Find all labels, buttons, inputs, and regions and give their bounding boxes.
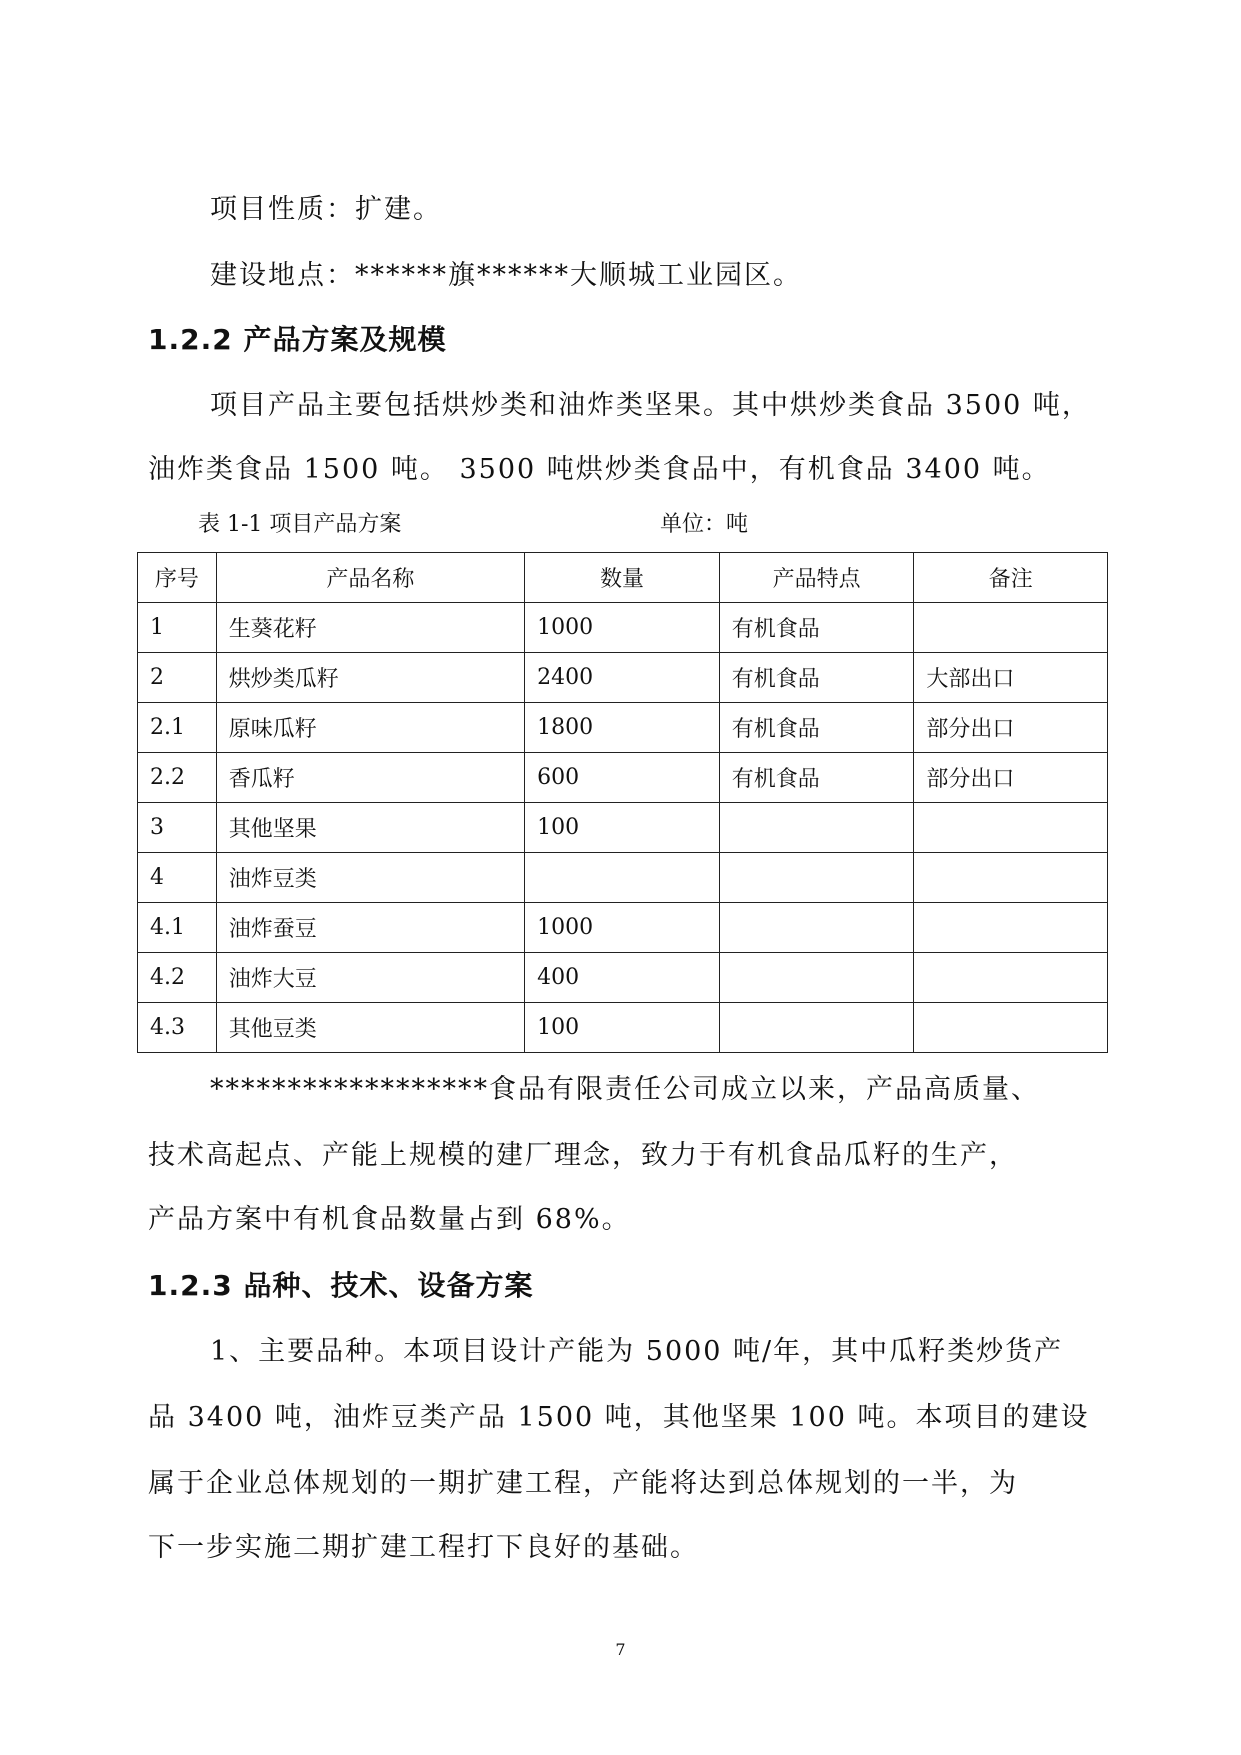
project-location-line: 建设地点：******旗******大顺城工业园区。 — [210, 260, 802, 291]
table-header-row — [138, 553, 1108, 603]
cell-remark: 大部出口 — [914, 653, 1108, 703]
table-unit: 单位：吨 — [660, 512, 749, 537]
cell-feature — [719, 953, 914, 1003]
cell-product-name: 油炸大豆 — [216, 953, 524, 1003]
table-row — [138, 653, 1108, 703]
cell-remark — [914, 953, 1108, 1003]
cell-product-name: 香瓜籽 — [216, 753, 524, 803]
header-cell-quantity: 数量 — [525, 553, 720, 603]
cell-quantity: 1000 — [525, 903, 720, 953]
cell-remark: 部分出口 — [914, 753, 1108, 803]
cell-quantity: 600 — [525, 753, 720, 803]
cell-remark — [914, 853, 1108, 903]
cell-feature — [719, 853, 914, 903]
cell-feature: 有机食品 — [719, 703, 914, 753]
cell-remark — [914, 803, 1108, 853]
cell-quantity: 100 — [525, 1003, 720, 1053]
page-number: 7 — [615, 1640, 626, 1659]
cell-index: 2 — [138, 653, 217, 703]
cell-index: 1 — [138, 603, 217, 653]
header-cell-index: 序号 — [138, 553, 217, 603]
cell-quantity — [525, 853, 720, 903]
cell-feature — [719, 1003, 914, 1053]
products-paragraph-line-2: 油炸类食品 1500 吨。 3500 吨烘炒类食品中，有机食品 3400 吨。 — [148, 454, 1051, 485]
cell-quantity: 400 — [525, 953, 720, 1003]
table-row — [138, 803, 1108, 853]
cell-quantity: 1800 — [525, 703, 720, 753]
cell-quantity: 2400 — [525, 653, 720, 703]
table-row — [138, 953, 1108, 1003]
cell-product-name: 原味瓜籽 — [216, 703, 524, 753]
cell-feature — [719, 803, 914, 853]
header-cell-product-name: 产品名称 — [216, 553, 524, 603]
cell-remark — [914, 903, 1108, 953]
cell-feature: 有机食品 — [719, 603, 914, 653]
variety-paragraph-line-1: 1、主要品种。本项目设计产能为 5000 吨/年，其中瓜籽类炒货产 — [210, 1336, 1064, 1367]
project-nature-line: 项目性质：扩建。 — [210, 194, 442, 225]
cell-index: 2.2 — [138, 753, 217, 803]
cell-feature: 有机食品 — [719, 653, 914, 703]
cell-product-name: 其他豆类 — [216, 1003, 524, 1053]
header-cell-feature: 产品特点 — [719, 553, 914, 603]
cell-index: 4.2 — [138, 953, 217, 1003]
variety-paragraph-line-3: 属于企业总体规划的一期扩建工程，产能将达到总体规划的一半，为 — [148, 1468, 1018, 1499]
cell-index: 4.3 — [138, 1003, 217, 1053]
cell-product-name: 生葵花籽 — [216, 603, 524, 653]
company-paragraph-line-2: 技术高起点、产能上规模的建厂理念，致力于有机食品瓜籽的生产， — [148, 1140, 1018, 1171]
cell-product-name: 油炸蚕豆 — [216, 903, 524, 953]
variety-paragraph-line-2: 品 3400 吨，油炸豆类产品 1500 吨，其他坚果 100 吨。本项目的建设 — [148, 1402, 1090, 1433]
cell-product-name: 烘炒类瓜籽 — [216, 653, 524, 703]
table-row — [138, 853, 1108, 903]
header-cell-remark: 备注 — [914, 553, 1108, 603]
cell-index: 3 — [138, 803, 217, 853]
cell-product-name: 油炸豆类 — [216, 853, 524, 903]
table-row — [138, 1003, 1108, 1053]
cell-quantity: 100 — [525, 803, 720, 853]
cell-remark — [914, 1003, 1108, 1053]
product-plan-table — [137, 552, 1108, 1053]
cell-index: 4.1 — [138, 903, 217, 953]
cell-index: 4 — [138, 853, 217, 903]
cell-index: 2.1 — [138, 703, 217, 753]
company-paragraph-line-1: ******************食品有限责任公司成立以来，产品高质量、 — [210, 1074, 1040, 1105]
products-paragraph-line-1: 项目产品主要包括烘炒类和油炸类坚果。其中烘炒类食品 3500 吨， — [210, 390, 1091, 421]
table-row — [138, 903, 1108, 953]
cell-product-name: 其他坚果 — [216, 803, 524, 853]
table-row — [138, 753, 1108, 803]
company-paragraph-line-3: 产品方案中有机食品数量占到 68%。 — [148, 1204, 631, 1235]
cell-quantity: 1000 — [525, 603, 720, 653]
variety-paragraph-line-4: 下一步实施二期扩建工程打下良好的基础。 — [148, 1532, 699, 1563]
cell-remark — [914, 603, 1108, 653]
cell-remark: 部分出口 — [914, 703, 1108, 753]
section-heading-1-2-3: 1.2.3 品种、技术、设备方案 — [148, 1269, 534, 1302]
cell-feature — [719, 903, 914, 953]
table-caption: 表 1-1 项目产品方案 — [198, 512, 402, 537]
cell-feature: 有机食品 — [719, 753, 914, 803]
table-row — [138, 703, 1108, 753]
section-heading-1-2-2: 1.2.2 产品方案及规模 — [148, 323, 447, 356]
table-row — [138, 603, 1108, 653]
